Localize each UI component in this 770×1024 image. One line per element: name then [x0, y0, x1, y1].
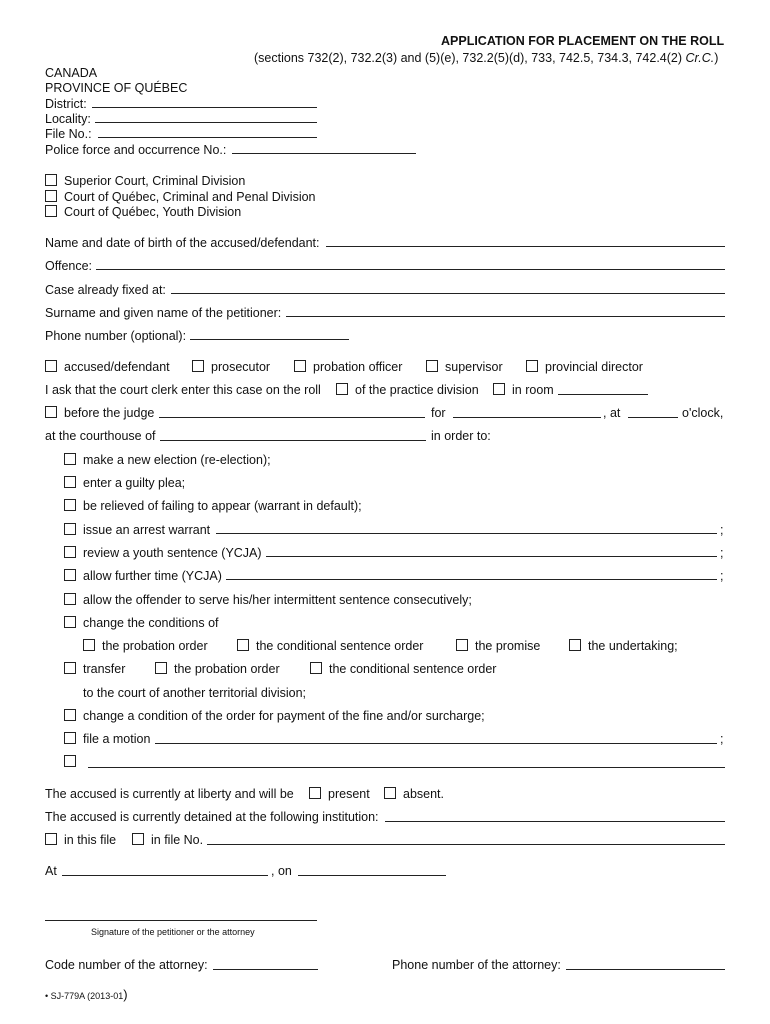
attorney-phone-label: Phone number of the attorney: [392, 958, 561, 972]
fine-condition-checkbox[interactable] [64, 709, 76, 721]
time-field[interactable] [628, 417, 678, 418]
arrest-warrant-label: issue an arrest warrant [83, 523, 211, 537]
judge-field[interactable] [159, 417, 425, 418]
locality-label: Locality: [45, 112, 91, 126]
semicolon-4: ; [720, 732, 724, 746]
attorney-phone-field[interactable] [566, 969, 725, 970]
role-accused-label: accused/defendant [64, 360, 170, 374]
review-sentence-label: review a youth sentence (YCJA) [83, 546, 262, 560]
form-code-text: • SJ-779A (2013-01 [45, 991, 124, 1001]
undertaking-checkbox[interactable] [569, 639, 581, 651]
review-sentence-checkbox[interactable] [64, 546, 76, 558]
election-checkbox[interactable] [64, 453, 76, 465]
probation-order-label: the probation order [102, 639, 208, 653]
guilty-plea-label: enter a guilty plea; [83, 476, 186, 490]
court-quebec-youth-checkbox[interactable] [45, 205, 57, 217]
name-dob-field[interactable] [326, 246, 725, 247]
relieved-checkbox[interactable] [64, 499, 76, 511]
promise-label: the promise [475, 639, 541, 653]
petitioner-field[interactable] [286, 316, 725, 317]
country-label: CANADA [45, 66, 98, 80]
in-room-checkbox[interactable] [493, 383, 505, 395]
semicolon-2: ; [720, 546, 724, 560]
further-time-label: allow further time (YCJA) [83, 569, 222, 583]
further-time-field[interactable] [226, 579, 717, 580]
absent-checkbox[interactable] [384, 787, 396, 799]
guilty-plea-checkbox[interactable] [64, 476, 76, 488]
in-room-label: in room [512, 383, 554, 397]
probation-order-checkbox[interactable] [83, 639, 95, 651]
in-file-no-label: in file No. [151, 833, 204, 847]
arrest-warrant-checkbox[interactable] [64, 523, 76, 535]
form-code [45, 987, 128, 1004]
police-label: Police force and occurrence No.: [45, 143, 227, 157]
place-field[interactable] [62, 875, 268, 876]
sections-code: Cr.C. [685, 51, 715, 65]
file-no-field[interactable] [98, 137, 317, 138]
conditional-order-label: the conditional sentence order [256, 639, 424, 653]
semicolon-3: ; [720, 569, 724, 583]
change-conditions-label: change the conditions of [83, 616, 219, 630]
court-superior-checkbox[interactable] [45, 174, 57, 186]
locality-field[interactable] [95, 122, 317, 123]
district-label: District: [45, 97, 87, 111]
case-fixed-label: Case already fixed at: [45, 283, 166, 297]
this-file-label: in this file [64, 833, 117, 847]
police-field[interactable] [232, 153, 416, 154]
promise-checkbox[interactable] [456, 639, 468, 651]
motion-field[interactable] [155, 743, 717, 744]
before-judge-checkbox[interactable] [45, 406, 57, 418]
detained-label: The accused is currently detained at the following institution: [45, 810, 379, 824]
role-probation-officer-checkbox[interactable] [294, 360, 306, 372]
signature-field[interactable] [45, 920, 317, 921]
role-probation-officer-label: probation officer [313, 360, 403, 374]
transfer-probation-checkbox[interactable] [155, 662, 167, 674]
undertaking-label: the undertaking; [588, 639, 678, 653]
election-label: make a new election (re-election); [83, 453, 271, 467]
courthouse-label: at the courthouse of [45, 429, 156, 443]
present-label: present [328, 787, 370, 801]
court-quebec-criminal-label: Court of Québec, Criminal and Penal Division [64, 190, 316, 204]
fine-condition-label: change a condition of the order for payment of the fine and/or surcharge; [83, 709, 485, 723]
attorney-code-field[interactable] [213, 969, 318, 970]
form-sections [254, 51, 718, 66]
role-provincial-director-checkbox[interactable] [526, 360, 538, 372]
for-label: for [431, 406, 446, 420]
motion-checkbox[interactable] [64, 732, 76, 744]
transfer-checkbox[interactable] [64, 662, 76, 674]
other-field[interactable] [88, 767, 725, 768]
file-no-checkbox[interactable] [132, 833, 144, 845]
practice-division-checkbox[interactable] [336, 383, 348, 395]
role-prosecutor-checkbox[interactable] [192, 360, 204, 372]
liberty-label: The accused is currently at liberty and will be [45, 787, 294, 801]
intermittent-label: allow the offender to serve his/her intermittent sentence consecutively; [83, 593, 472, 607]
present-checkbox[interactable] [309, 787, 321, 799]
offence-label: Offence: [45, 259, 93, 273]
courthouse-field[interactable] [160, 440, 426, 441]
transfer-probation-label: the probation order [174, 662, 280, 676]
territorial-label: to the court of another territorial division; [83, 686, 307, 700]
transfer-conditional-checkbox[interactable] [310, 662, 322, 674]
district-field[interactable] [92, 107, 317, 108]
petitioner-label: Surname and given name of the petitioner: [45, 306, 282, 320]
this-file-checkbox[interactable] [45, 833, 57, 845]
transfer-label: transfer [83, 662, 126, 676]
role-supervisor-checkbox[interactable] [426, 360, 438, 372]
semicolon-1: ; [720, 523, 724, 537]
conditional-order-checkbox[interactable] [237, 639, 249, 651]
arrest-warrant-field[interactable] [216, 533, 717, 534]
form-code-paren: ) [123, 987, 128, 1002]
in-order-label: in order to: [431, 429, 491, 443]
transfer-conditional-label: the conditional sentence order [329, 662, 497, 676]
file-no-label: File No.: [45, 127, 92, 141]
phone-field[interactable] [190, 339, 349, 340]
offence-field[interactable] [96, 269, 725, 270]
absent-label: absent. [403, 787, 445, 801]
institution-field[interactable] [385, 821, 725, 822]
motion-label: file a motion [83, 732, 151, 746]
intermittent-checkbox[interactable] [64, 593, 76, 605]
signature-date-field[interactable] [298, 875, 446, 876]
other-checkbox[interactable] [64, 755, 76, 767]
further-time-checkbox[interactable] [64, 569, 76, 581]
on-date-label: , on [271, 864, 292, 878]
case-fixed-field[interactable] [171, 293, 725, 294]
roll-request-text: I ask that the court clerk enter this case on the roll [45, 383, 321, 397]
oclock-label: o'clock, [682, 406, 724, 420]
sections-close: ) [714, 51, 719, 65]
court-quebec-youth-label: Court of Québec, Youth Division [64, 205, 242, 219]
role-accused-checkbox[interactable] [45, 360, 57, 372]
relieved-label: be relieved of failing to appear (warrant in default); [83, 499, 362, 513]
role-supervisor-label: supervisor [445, 360, 503, 374]
signature-caption: Signature of the petitioner or the attorney [91, 927, 255, 937]
practice-division-label: of the practice division [355, 383, 479, 397]
province-label: PROVINCE OF QUÉBEC [45, 81, 188, 95]
role-provincial-director-label: provincial director [545, 360, 643, 374]
attorney-code-label: Code number of the attorney: [45, 958, 208, 972]
room-field[interactable] [558, 394, 648, 395]
phone-label: Phone number (optional): [45, 329, 187, 343]
sections-text: (sections 732(2), 732.2(3) and (5)(e), 732.2(5)(d), 733, 742.5, 734.3, 742.4(2) [254, 51, 686, 65]
court-quebec-criminal-checkbox[interactable] [45, 190, 57, 202]
name-dob-label: Name and date of birth of the accused/defendant: [45, 236, 320, 250]
change-conditions-checkbox[interactable] [64, 616, 76, 628]
review-sentence-field[interactable] [266, 556, 717, 557]
other-file-no-field[interactable] [207, 844, 725, 845]
before-judge-label: before the judge [64, 406, 155, 420]
date-field[interactable] [453, 417, 601, 418]
at-place-label: At [45, 864, 57, 878]
role-prosecutor-label: prosecutor [211, 360, 271, 374]
court-superior-label: Superior Court, Criminal Division [64, 174, 246, 188]
form-title: APPLICATION FOR PLACEMENT ON THE ROLL [441, 34, 725, 48]
at-label: , at [603, 406, 621, 420]
